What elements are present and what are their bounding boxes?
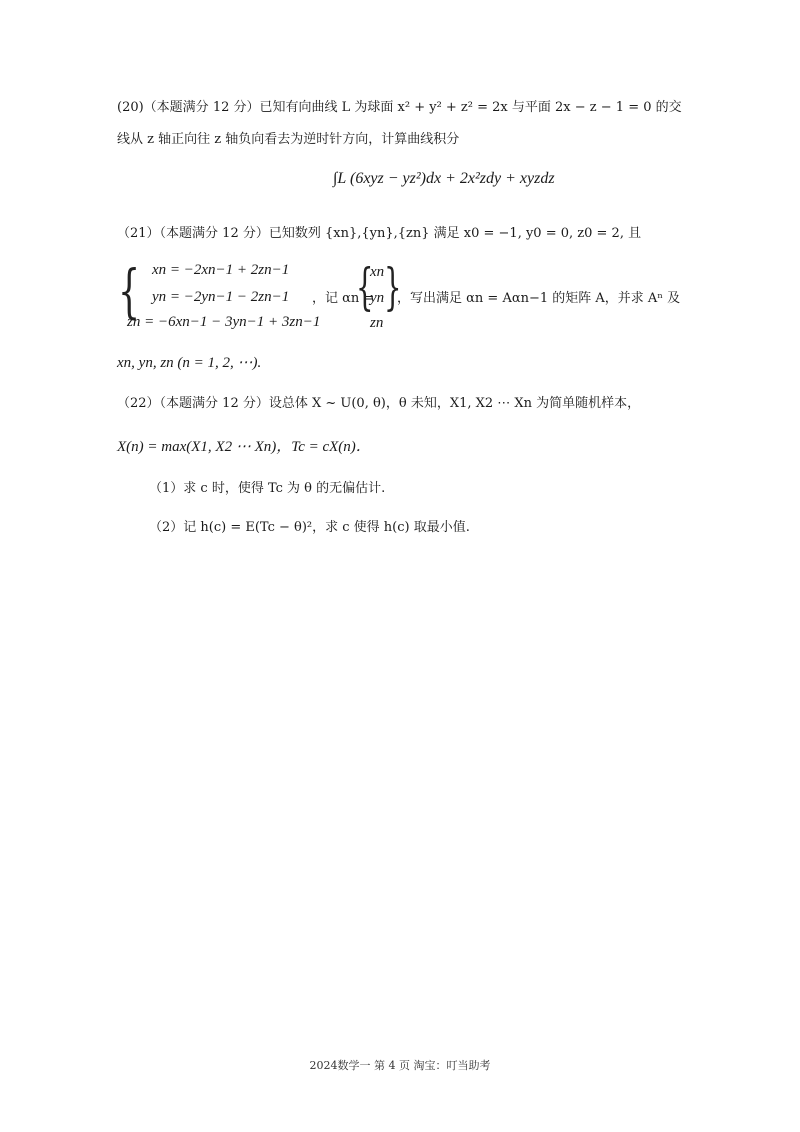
q20-integral-text: ∫L (6xyz − yz²)dx + 2x²zdy + xyzdz: [333, 170, 555, 187]
q21-eq1-text: xn = −2xn−1 + 2zn−1: [152, 262, 290, 278]
q21-line1-text: （21）（本题满分 12 分）已知数列 {xn},{yn},{zn} 满足 x0 = −1, y0 = 0, z0 = 2, 且: [117, 226, 642, 241]
q22-part1: [149, 480, 385, 498]
q21-eq1: [152, 262, 289, 279]
q22-line2: [117, 435, 371, 456]
q21-tail-text: ，写出满足 αn = Aαn−1 的矩阵 A，并求 Aⁿ 及: [397, 291, 681, 306]
q21-line3-text: xn, yn, zn (n = 1, 2, ⋯).: [117, 355, 262, 371]
q20-line2: [117, 131, 459, 149]
q21-line3: [117, 353, 261, 372]
q21-vec-x: [370, 264, 384, 281]
q21-vec-x-text: xn: [370, 264, 385, 280]
system-left-brace: {: [118, 257, 141, 325]
q21-eq3-text: zn = −6xn−1 − 3yn−1 + 3zn−1: [127, 314, 321, 330]
q21-eq2: [152, 289, 289, 306]
q21-vec-y: [370, 290, 384, 307]
q20-line1: [117, 99, 682, 117]
q22-line2-text: X(n) = max(X1, X2 ⋯ Xn)，Tc = cX(n)．: [117, 439, 371, 455]
q22-line1-text: （22）（本题满分 12 分）设总体 X ~ U(0, θ)，θ 未知，X1, X2 ⋯ Xn 为简单随机样本，: [117, 396, 641, 411]
q22-part2: [149, 519, 470, 537]
q21-eq2-text: yn = −2yn−1 − 2zn−1: [152, 289, 290, 305]
q22-part2-text: （2）记 h(c) = E(Tc − θ)²，求 c 使得 h(c) 取最小值.: [149, 520, 470, 535]
q21-vec-z: [370, 315, 383, 332]
page-footer: [0, 1057, 800, 1073]
q21-vec-y-text: yn: [370, 290, 385, 306]
q22-part1-text: （1）求 c 时，使得 Tc 为 θ 的无偏估计.: [149, 481, 386, 496]
q21-line1: [117, 225, 641, 243]
q22-line1: [117, 395, 640, 413]
q21-vec-z-text: zn: [370, 315, 384, 331]
vector-right-brace: }: [384, 258, 402, 316]
vector-left-brace: {: [356, 258, 374, 316]
q21-eq3: [127, 314, 320, 331]
q20-integral: [333, 170, 555, 188]
q21-mid-text: ，记 αn =: [312, 291, 375, 306]
q20-line1-text: (20)（本题满分 12 分）已知有向曲线 L 为球面 x² + y² + z² = 2x 与平面 2x − z − 1 = 0 的交: [117, 100, 682, 115]
page-footer-text: 2024数学一 第 4 页 淘宝：叮当助考: [309, 1059, 491, 1072]
q21-tail: [397, 290, 680, 308]
q20-line2-text: 线从 z 轴正向往 z 轴负向看去为逆时针方向，计算曲线积分: [117, 132, 460, 147]
